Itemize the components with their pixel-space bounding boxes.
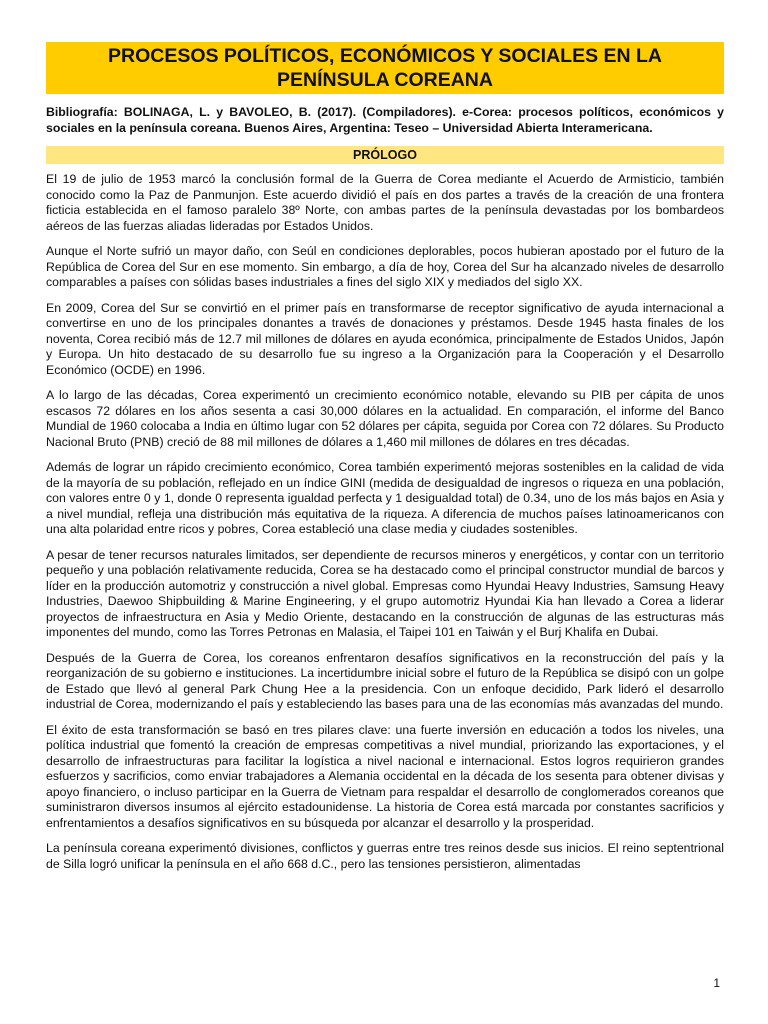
paragraph: Aunque el Norte sufrió un mayor daño, con Seúl en condiciones deplorables, pocos hubieran apostado por el futuro de la República de Corea del Sur en ese momento. Sin embargo, a día de hoy, Corea del Sur ha alcanzado niveles de desarrollo comparables a países con sólidas bases industriales a fines del siglo XIX y mediados del siglo XX. (46, 244, 724, 289)
document-page (46, 42, 724, 882)
title-line-1: PROCESOS POLÍTICOS, ECONÓMICOS Y SOCIALES EN LA (107, 45, 663, 67)
section-title: PRÓLOGO (353, 148, 417, 162)
title-line-2: PENÍNSULA COREANA (277, 69, 493, 91)
section-banner (46, 146, 724, 164)
page-number: 1 (713, 976, 720, 990)
paragraph: Después de la Guerra de Corea, los coreanos enfrentaron desafíos significativos en la reconstrucción del país y la reorganización de su gobierno e instituciones. La incertidumbre inicial sobre el futuro de la República se disipó con un golpe de Estado que llevó al general Park Chung Hee a la presidencia. Con un enfoque decidido, Park lideró el desarrollo industrial de Corea, modernizando el país y estableciendo las bases para una de las economías más avanzadas del mundo. (46, 650, 724, 711)
paragraph: En 2009, Corea del Sur se convirtió en el primer país en transformarse de receptor significativo de ayuda internacional a convertirse en uno de los principales donantes a través de donaciones y préstamos. Desde 1945 hasta finales de los noventa, Corea recibió más de 12.7 mil millones de dólares en ayuda económica, principalmente de Estados Unidos, Japón y Europa. Un hito destacado de su desarrollo fue su ingreso a la Organización para la Cooperación y el Desarrollo Económico (OCDE) en 1996. (46, 300, 724, 377)
paragraph: El éxito de esta transformación se basó en tres pilares clave: una fuerte inversión en educación a todos los niveles, una política industrial que fomentó la creación de empresas competitivas a nivel mundial, priorizando las exportaciones, y el desarrollo de infraestructuras para facilitar la logística a nivel nacional e internacional. Estos logros requirieron grandes esfuerzos y sacrificios, como enviar trabajadores a Alemania occidental en la década de los sesenta para obtener divisas y apoyo financiero, o incluso participar en la Guerra de Vietnam para respaldar el desarrollo de conglomerados coreanos que suministraron diversos insumos al ejército estadounidense. La historia de Corea está marcada por constantes sacrificios y enfrentamientos a desafíos significativos en su búsqueda por alcanzar el desarrollo y la prosperidad. (46, 722, 724, 830)
paragraph: A pesar de tener recursos naturales limitados, ser dependiente de recursos mineros y energéticos, y contar con un territorio pequeño y una población relativamente reducida, Corea se ha destacado como el principal constructor mundial de barcos y líder en la producción automotriz y construcción a nivel global. Empresas como Hyundai Heavy Industries, Samsung Heavy Industries, Daewoo Shipbuilding & Marine Engineering, y el grupo automotriz Hyundai Kia han llevado a Corea a liderar proyectos de infraestructura en Asia y Medio Oriente, destacando en la construcción de algunas de las estructuras más imponentes del mundo, como las Torres Petronas en Malasia, el Taipei 101 en Taiwán y el Burj Khalifa en Dubai. (46, 547, 724, 639)
bibliography: Bibliografía: BOLINAGA, L. y BAVOLEO, B. (2017). (Compiladores). e-Corea: procesos políticos, económicos y sociales en la península coreana. Buenos Aires, Argentina: Teseo – Universidad Abierta Interamericana. (46, 105, 724, 135)
paragraph: El 19 de julio de 1953 marcó la conclusión formal de la Guerra de Corea mediante el Acuerdo de Armisticio, también conocido como la Paz de Panmunjon. Este acuerdo dividió el país en dos partes a través de la creación de una frontera ficticia establecida en el famoso paralelo 38º Norte, con ambas partes de la península devastadas por los bombardeos aéreos de las fuerzas aliadas lideradas por Estados Unidos. (46, 172, 724, 233)
document-title (108, 44, 662, 92)
paragraph: A lo largo de las décadas, Corea experimentó un crecimiento económico notable, elevando su PIB per cápita de unos escasos 72 dólares en los años sesenta a casi 30,000 dólares en la actualidad. En comparación, el informe del Banco Mundial de 1960 colocaba a India en último lugar con 52 dólares per cápita, seguida por Corea con 72 dólares. Su Producto Nacional Bruto (PNB) creció de 88 mil millones de dólares a 1,460 mil millones de dólares en tres décadas. (46, 388, 724, 449)
title-banner (46, 42, 724, 94)
body-text (46, 172, 724, 872)
paragraph: Además de lograr un rápido crecimiento económico, Corea también experimentó mejoras sostenibles en la calidad de vida de la mayoría de su población, reflejado en un índice GINI (medida de desigualdad de ingresos o riqueza en una población, con valores entre 0 y 1, donde 0 representa igualdad perfecta y 1 desigualdad total) de 0.34, uno de los más bajos en Asia y a nivel mundial, refleja una distribución más equitativa de la riqueza. A diferencia de muchos países latinoamericanos con una alta polaridad entre ricos y pobres, Corea estableció una clase media y ciudades sostenibles. (46, 460, 724, 536)
paragraph: La península coreana experimentó divisiones, conflictos y guerras entre tres reinos desde sus inicios. El reino septentrional de Silla logró unificar la península en el año 668 d.C., pero las tensiones persistieron, alimentadas (46, 841, 724, 871)
